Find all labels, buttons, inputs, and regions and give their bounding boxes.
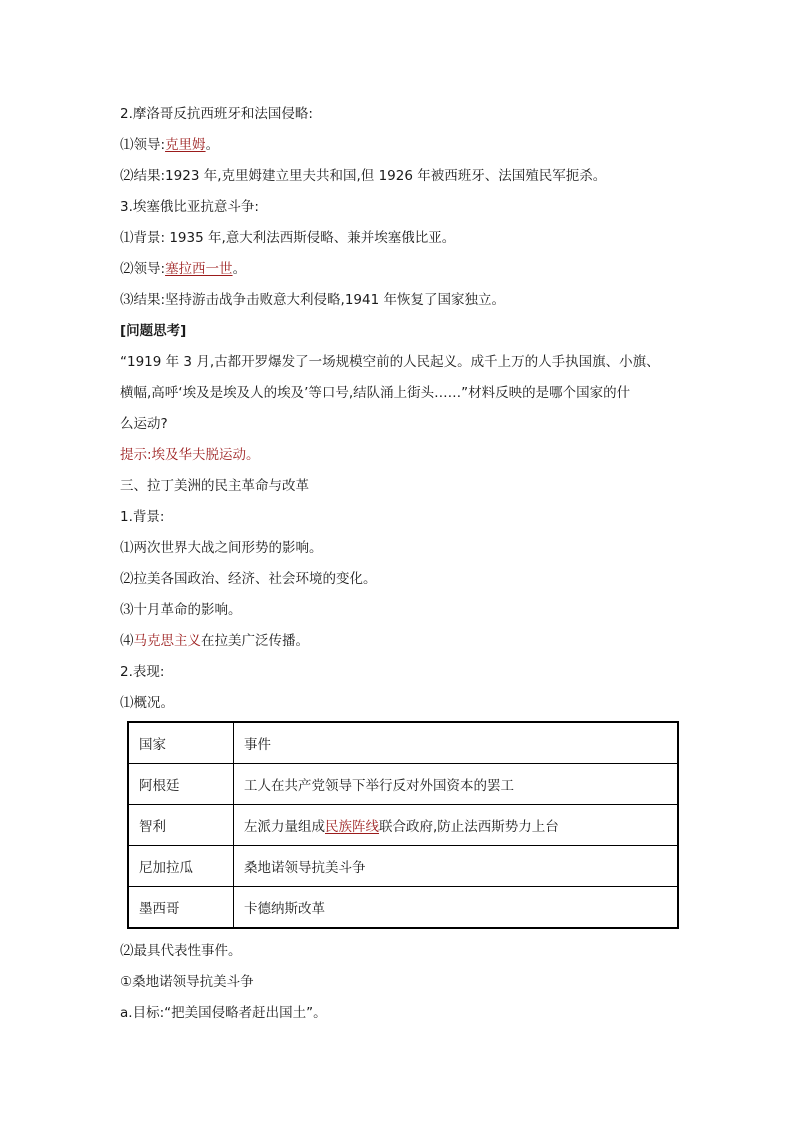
- event-1-title: ①桑地诺领导抗美斗争: [120, 974, 254, 990]
- chile-event-part-1: 左派力量组成: [244, 819, 325, 835]
- morocco-leader-suffix: 。: [205, 137, 220, 153]
- morocco-leader-line: [120, 135, 219, 155]
- background-item-2: ⑵拉美各国政治、经济、社会环境的变化。: [120, 571, 377, 587]
- ethiopia-leader-line: [120, 259, 246, 279]
- ethiopia-result: ⑶结果:坚持游击战争击败意大利侵略,1941 年恢复了国家独立。: [120, 292, 505, 308]
- representative-events-label: ⑵最具代表性事件。: [120, 943, 242, 959]
- morocco-leader-prefix: ⑴领导:: [120, 137, 166, 153]
- background-title: 1.背景:: [120, 509, 165, 525]
- table-row: [128, 805, 678, 846]
- overview-label: ⑴概况。: [120, 695, 174, 711]
- table-cell-event: 工人在共产党领导下举行反对外国资本的罢工: [234, 764, 679, 805]
- background-item-4-suffix: 在拉美广泛传播。: [201, 633, 309, 649]
- table-header-cell: 事件: [234, 722, 679, 764]
- background-item-3: ⑶十月革命的影响。: [120, 602, 242, 618]
- table-row: [128, 846, 678, 887]
- events-table: [127, 721, 679, 929]
- table-cell-event: [234, 805, 679, 846]
- event-1-goal: a.目标:“把美国侵略者赶出国土”。: [120, 1005, 327, 1021]
- chile-event-part-2: 联合政府,防止法西斯势力上台: [379, 819, 559, 835]
- morocco-result: ⑵结果:1923 年,克里姆建立里夫共和国,但 1926 年被西班牙、法国殖民军扼杀。: [120, 168, 607, 184]
- table-header-row: [128, 722, 678, 764]
- section-3-title: 3.埃塞俄比亚抗意斗争:: [120, 199, 259, 215]
- morocco-leader-name: 克里姆: [165, 137, 206, 153]
- ethiopia-leader-name: 塞拉西一世: [165, 261, 233, 277]
- section-latin-america-title: 三、拉丁美洲的民主革命与改革: [120, 478, 309, 494]
- question-text-line-1: “1919 年 3 月,古都开罗爆发了一场规模空前的人民起义。成千上万的人手执国旗、小旗、: [120, 354, 660, 370]
- table-cell-country: 智利: [128, 805, 234, 846]
- performance-title: 2.表现:: [120, 664, 165, 680]
- background-item-4: [120, 631, 309, 651]
- ethiopia-background: ⑴背景: 1935 年,意大利法西斯侵略、兼并埃塞俄比亚。: [120, 230, 456, 246]
- table-cell-event: 卡德纳斯改革: [234, 887, 679, 929]
- background-item-1: ⑴两次世界大战之间形势的影响。: [120, 540, 323, 556]
- table-row: [128, 764, 678, 805]
- question-text-line-3: 么运动?: [120, 416, 168, 432]
- background-item-4-prefix: ⑷: [120, 633, 134, 649]
- marxism-term: 马克思主义: [133, 633, 201, 649]
- question-heading: [问题思考]: [120, 323, 187, 339]
- table-row: [128, 887, 678, 929]
- table-cell-country: 尼加拉瓜: [128, 846, 234, 887]
- table-cell-country: 阿根廷: [128, 764, 234, 805]
- ethiopia-leader-suffix: 。: [232, 261, 247, 277]
- national-front-term: 民族阵线: [325, 819, 379, 835]
- ethiopia-leader-prefix: ⑵领导:: [120, 261, 166, 277]
- table-cell-country: 墨西哥: [128, 887, 234, 929]
- table-header-cell: 国家: [128, 722, 234, 764]
- hint-answer: 提示:埃及华夫脱运动。: [120, 447, 260, 463]
- section-2-title: 2.摩洛哥反抗西班牙和法国侵略:: [120, 106, 313, 122]
- question-text-line-2: 横幅,高呼‘埃及是埃及人的埃及’等口号,结队涌上街头……”材料反映的是哪个国家的什: [120, 385, 631, 401]
- table-cell-event: 桑地诺领导抗美斗争: [234, 846, 679, 887]
